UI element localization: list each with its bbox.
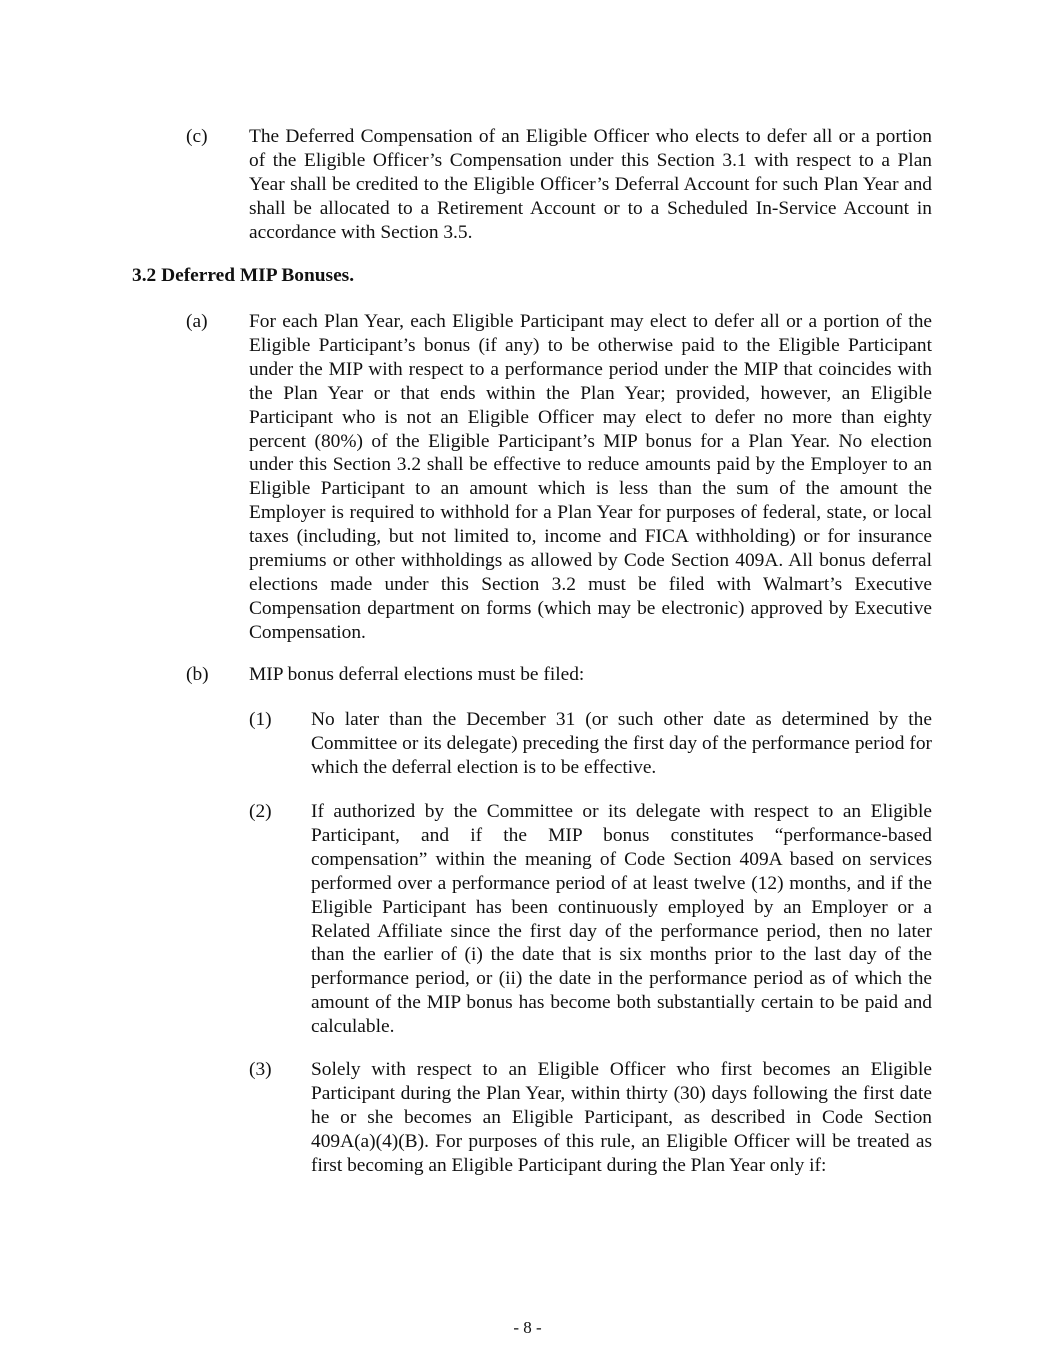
paragraph-a-text: For each Plan Year, each Eligible Participant may elect to defer all or a portion of the Eligible Participant’s bonus (if any) to be otherwise paid to the Eligible Participant under the MIP with respect to a performance period under the MIP that coincides with the Plan Year or that ends within the Plan Year; provided, however, an Eligible Participant who is not an Eligible Officer may elect to defer no more than eighty percent (80%) of the Eligible Participant’s MIP bonus for a Plan Year. No election under this Section 3.2 shall be effective to reduce amounts paid by the Employer to an Eligible Participant to an amount which is less than the sum of the amount the Employer is required to withhold for a Plan Year for purposes of federal, state, or local taxes (including, but not limited to, income and FICA withholding) or for insurance premiums or other withholdings as allowed by Code Section 409A. All bonus deferral elections made under this Section 3.2 must be filed with Walmart’s Executive Compensation department on forms (which may be electronic) approved by Executive Compensation. bbox=[249, 311, 932, 643]
sub-item-2-label: (2) bbox=[249, 801, 272, 822]
sub-item-3-label: (3) bbox=[249, 1059, 272, 1080]
paragraph-c-text: The Deferred Compensation of an Eligible Officer who elects to defer all or a portion of the Eligible Officer’s Compensation under this Section 3.1 with respect to a Plan Year shall be credited to the Eligible Officer’s Deferral Account for such Plan Year and shall be allocated to a Retirement Account or to a Scheduled In-Service Account in accordance with Section 3.5. bbox=[249, 126, 932, 243]
sub-item-1-label: (1) bbox=[249, 709, 272, 730]
paragraph-a-label: (a) bbox=[186, 311, 208, 332]
page-number: - 8 - bbox=[513, 1318, 542, 1337]
sub-item-1-text: No later than the December 31 (or such other date as determined by the Committee or its delegate) preceding the first day of the performance period for which the deferral election is to be effective. bbox=[311, 709, 932, 778]
sub-item-3-text: Solely with respect to an Eligible Officer who first becomes an Eligible Participant during the Plan Year, within thirty (30) days following the first date he or she becomes an Eligible Participant, as described in Code Section 409A(a)(4)(B). For purposes of this rule, an Eligible Officer will be treated as first becoming an Eligible Participant during the Plan Year only if: bbox=[311, 1059, 932, 1176]
paragraph-b-label: (b) bbox=[186, 664, 209, 685]
section-heading: 3.2 Deferred MIP Bonuses. bbox=[132, 265, 355, 286]
sub-item-2-text: If authorized by the Committee or its delegate with respect to an Eligible Participant, and if the MIP bonus constitutes “performance-based compensation” within the meaning of Code Section 409A based on services performed over a performance period of at least twelve (12) months, and if the Eligible Participant has been continuously employed by an Employer or a Related Affiliate since the first day of the performance period, then no later than the earlier of (i) the date that is six months prior to the last day of the performance period, or (ii) the date in the performance period as of which the amount of the MIP bonus has become both substantially certain to be paid and calculable. bbox=[311, 801, 932, 1038]
paragraph-b-text: MIP bonus deferral elections must be filed: bbox=[249, 664, 585, 685]
paragraph-c-label: (c) bbox=[186, 126, 208, 147]
